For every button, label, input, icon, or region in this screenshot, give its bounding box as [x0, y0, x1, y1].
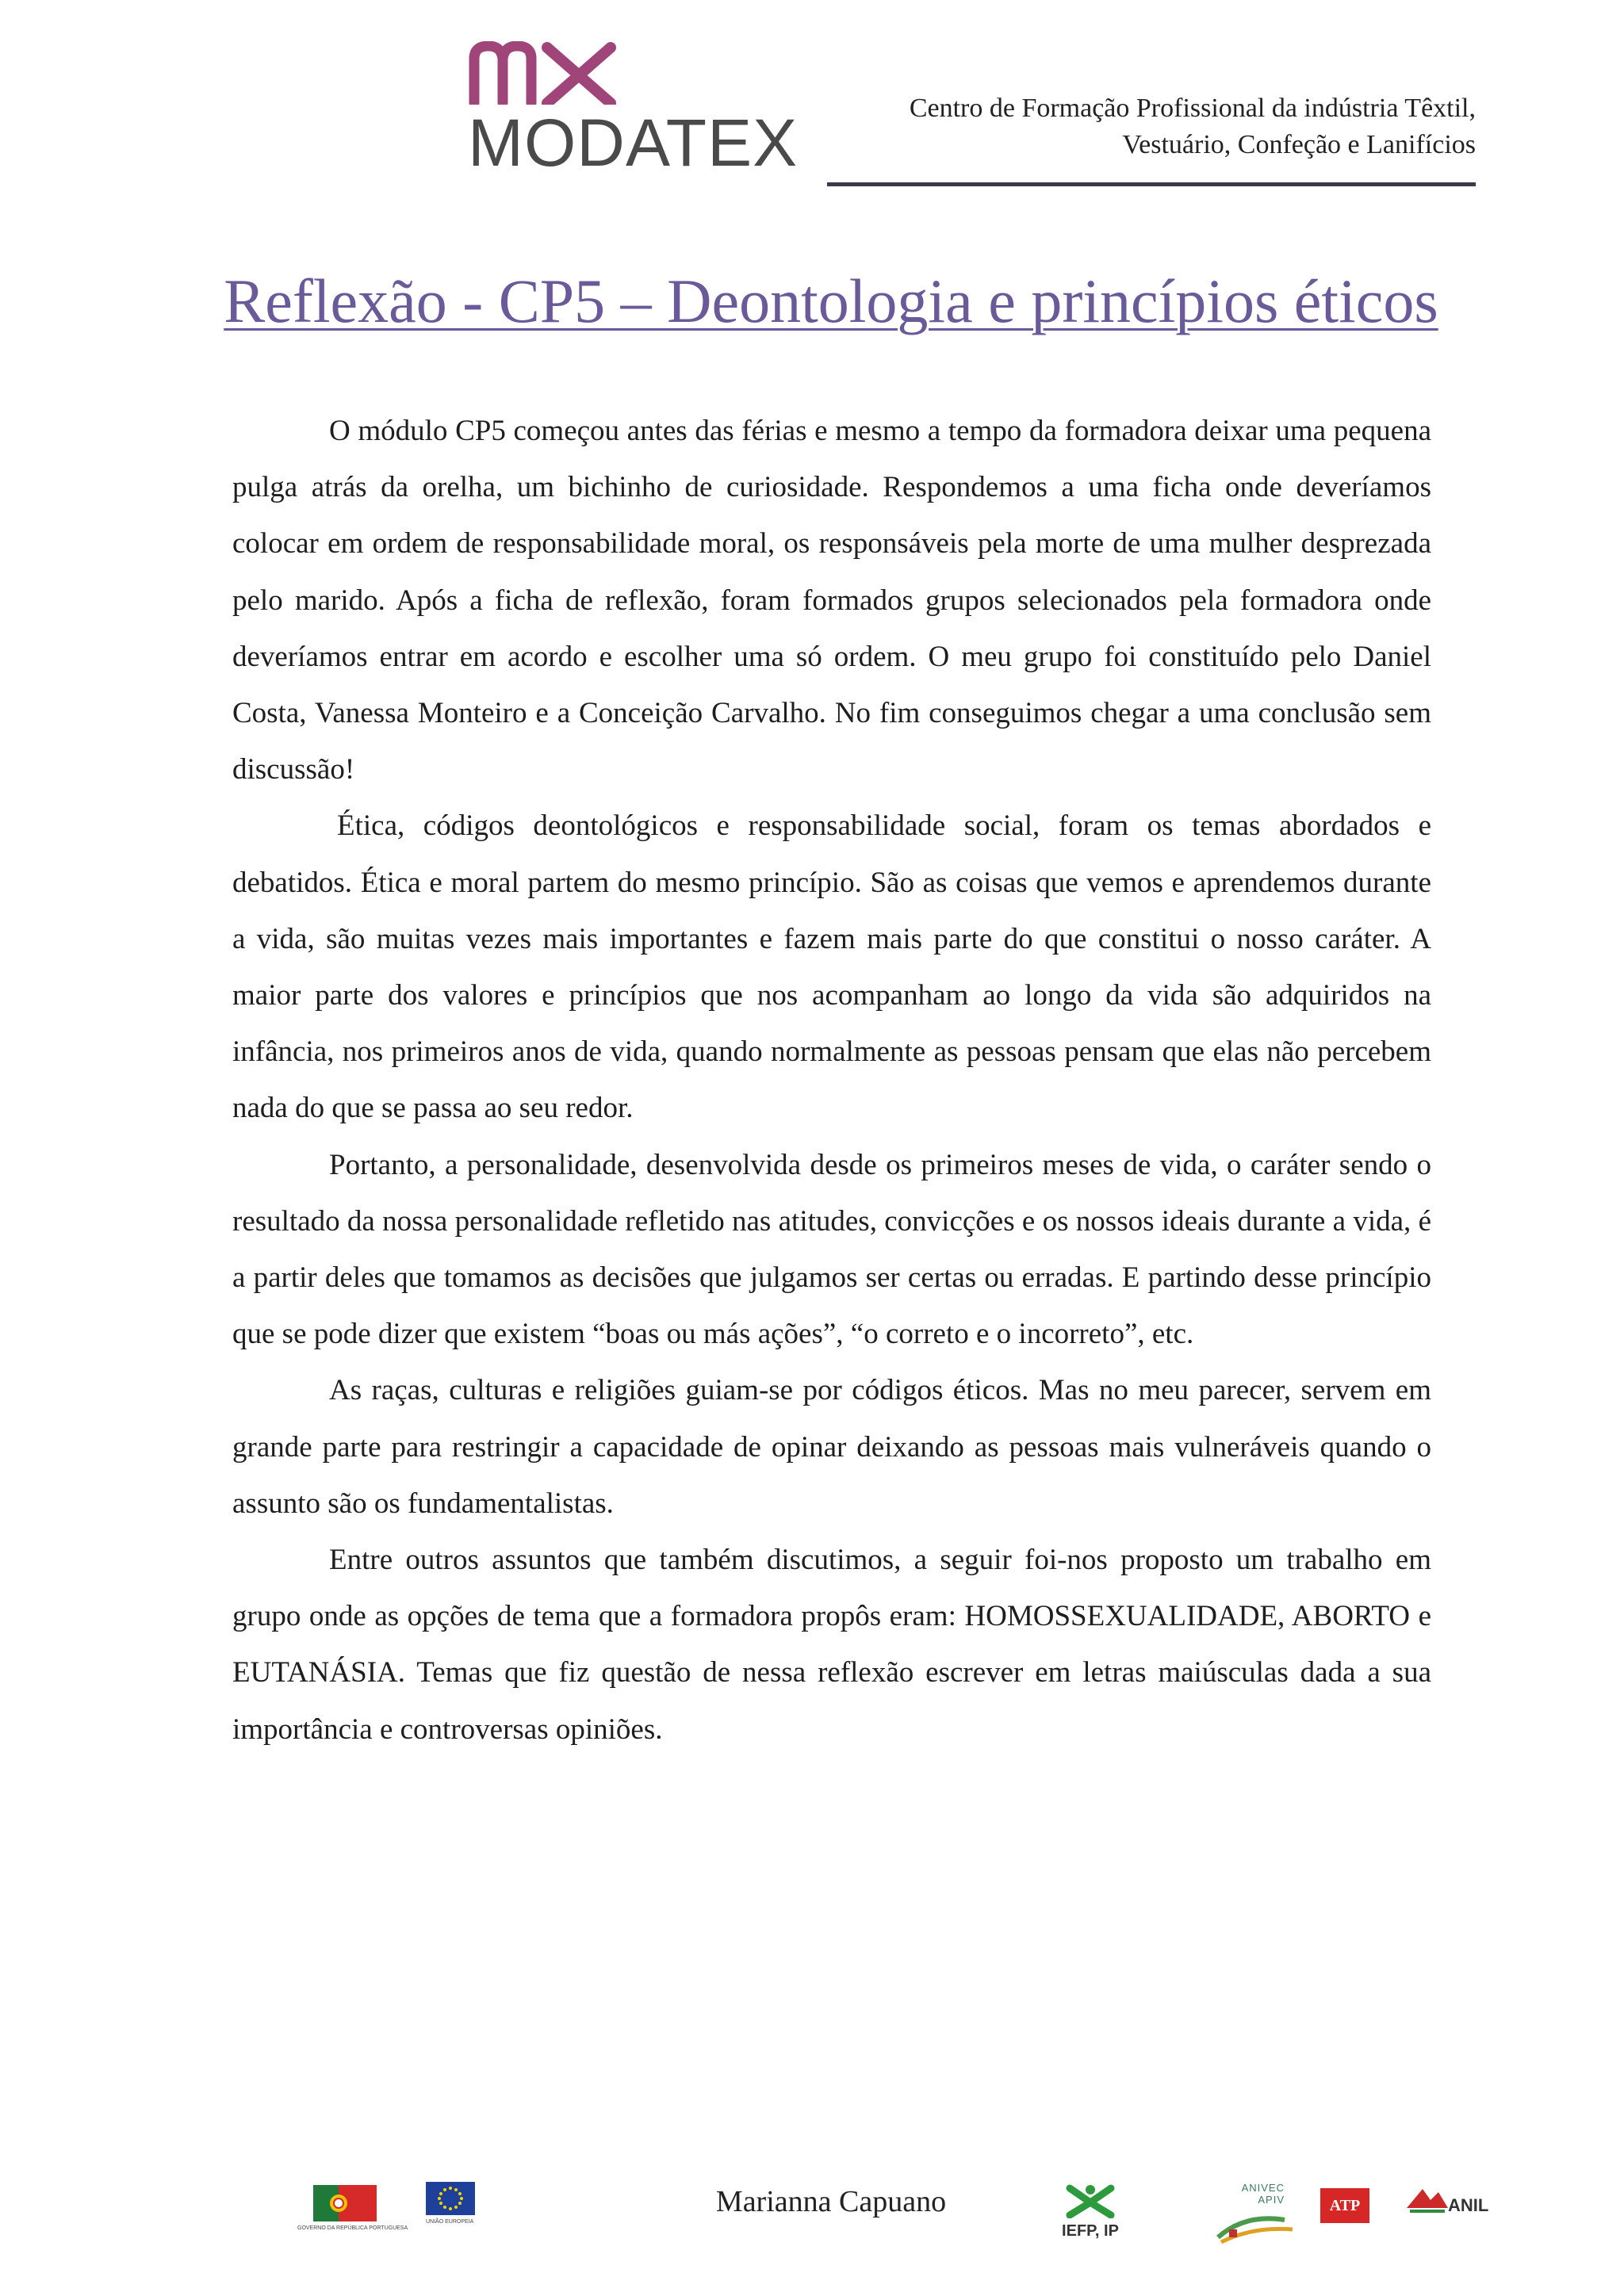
anil-logo [1404, 2184, 1522, 2240]
iefp-logo [1059, 2182, 1130, 2245]
iefp-label: IEFP, IP [1062, 2222, 1119, 2240]
header-divider [827, 182, 1476, 186]
atp-label: ATP [1329, 2196, 1361, 2214]
anil-label: ANIL [1448, 2195, 1489, 2215]
european-union-logo [426, 2182, 475, 2225]
atp-logo [1320, 2188, 1376, 2233]
paragraph-4: As raças, culturas e religiões guiam-se por códigos éticos. Mas no meu parecer, servem em grande parte para restringir a capacidade de opinar deixando as pessoas mais vulneráveis quando o assunto são os fundamentalistas. [232, 1374, 1431, 1520]
pt-caption: GOVERNO DA REPÚBLICA PORTUGUESA [297, 2225, 408, 2231]
anivec-label: ANIVEC APIV [1241, 2182, 1285, 2206]
anivec-swirl-icon [1213, 2206, 1300, 2245]
logo-wordmark: MODATEX [468, 105, 799, 180]
paragraph-5: Entre outros assuntos que também discutimos, a seguir foi-nos proposto um trabalho em grupo onde as opções de tema que a formadora propôs eram: HOMOSSEXUALIDADE, ABORTO e EUTANÁSIA. Temas que fiz questão de nessa reflexão escrever em letras maiúsculas dada a sua importância e controversas opiniões. [232, 1544, 1431, 1746]
document-body [232, 403, 1431, 1758]
anil-mark-icon [1404, 2184, 1451, 2216]
institution-line-1: Centro de Formação Profissional da indústria Têxtil, [909, 94, 1476, 123]
eu-caption: UNIÃO EUROPEIA [426, 2219, 474, 2225]
paragraph-1: O módulo CP5 começou antes das férias e mesmo a tempo da formadora deixar uma pequena pulga atrás da orelha, um bichinho de curiosidade. Respondemos a uma ficha onde deveríamos colocar em ordem de responsabilidade moral, os responsáveis pela morte de uma mulher desprezada pelo marido. Após a ficha de reflexão, foram formados grupos selecionados pela formadora onde deveríamos entrar em acordo e escolher uma só ordem. O meu grupo foi constituído pelo Daniel Costa, Vanessa Monteiro e a Conceição Carvalho. No fim conseguimos chegar a uma conclusão sem discussão! [232, 415, 1431, 786]
institution-line-2: Vestuário, Confeção e Lanifícios [1122, 130, 1476, 159]
atp-badge [1320, 2188, 1369, 2223]
document-title: Reflexão - CP5 – Deontologia e princípios éticos [224, 266, 1438, 335]
iefp-mark-icon [1059, 2182, 1122, 2218]
portugal-flag-icon [313, 2185, 377, 2221]
author-name: Marianna Capuano [715, 2185, 947, 2218]
eu-flag-icon [426, 2182, 475, 2215]
portugal-government-logo [297, 2185, 408, 2231]
mx-logo-mark-icon [468, 41, 626, 105]
anivec-apiv-logo [1213, 2182, 1300, 2245]
modatex-logo [468, 41, 799, 180]
institution-name [910, 90, 1476, 163]
paragraph-2: Ética, códigos deontológicos e responsabilidade social, foram os temas abordados e debatidos. Ética e moral partem do mesmo princípio. São as coisas que vemos e aprendemos durante a vida, são muitas vezes mais importantes e fazem mais parte do que constitui o nosso caráter. A maior parte dos valores e princípios que nos acompanham ao longo da vida são adquiridos na infância, nos primeiros anos de vida, quando normalmente as pessoas pensam que elas não percebem nada do que se passa ao seu redor. [232, 809, 1431, 1125]
paragraph-3: Portanto, a personalidade, desenvolvida desde os primeiros meses de vida, o caráter sendo o resultado da nossa personalidade refletido nas atitudes, convicções e os nossos ideais durante a vida, é a partir deles que tomamos as decisões que julgamos ser certas ou erradas. E partindo desse princípio que se pode dizer que existem “boas ou más ações”, “o correto e o incorreto”, etc. [232, 1148, 1431, 1351]
